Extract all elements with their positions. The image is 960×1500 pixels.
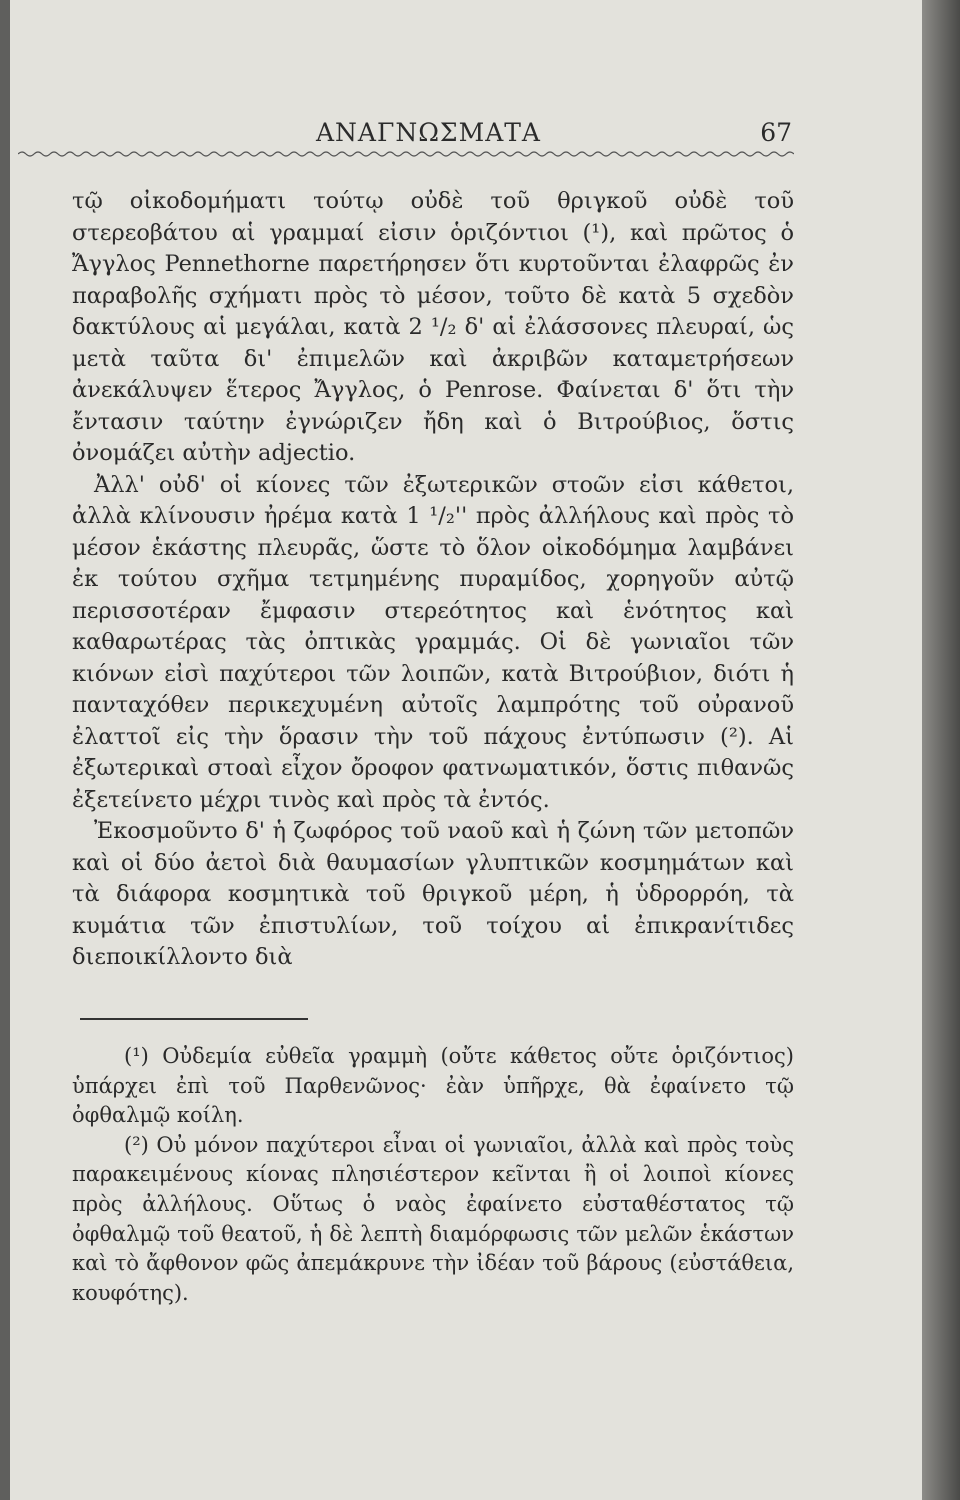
page-number: 67 xyxy=(760,118,792,147)
footnote: (¹) Οὐδεμία εὐθεῖα γραμμὴ (οὔτε κάθετος οὔτε ὁριζόντιος) ὑπάρχει ἐπὶ τοῦ Παρθενῶνος· ἐὰν ὑπῆρχε, θὰ ἐφαίνετο τῷ ὀφθαλμῷ κοίλη. xyxy=(72,1044,794,1128)
main-text xyxy=(72,186,794,974)
paragraph: τῷ οἰκοδομήματι τούτῳ οὐδὲ τοῦ θριγκοῦ οὐδὲ τοῦ στερεοβάτου αἱ γραμμαί εἰσιν ὁριζόντιοι (¹), καὶ πρῶτος ὁ Ἄγγλος Pennethorne παρετήρησεν ὅτι κυρτοῦνται ἐλαφρῶς ἐν παραβολῆς σχήματι πρὸς τὸ μέσον, τοῦτο δὲ κατὰ 5 σχεδὸν δακτύλους αἱ μεγάλαι, κατὰ 2 ¹/₂ δ' αἱ ἐλάσσονες πλευραί, ὡς μετὰ ταῦτα δι' ἐπιμελῶν καὶ ἀκριβῶν καταμετρήσεων ἀνεκάλυψεν ἕτερος Ἄγγλος, ὁ Penrose. Φαίνεται δ' ὅτι τὴν ἔντασιν ταύτην ἐγνώριζεν ἤδη καὶ ὁ Βιτρούβιος, ὅστις ὀνομάζει αὐτὴν adjectio. xyxy=(72,188,794,466)
footnotes xyxy=(72,1042,794,1308)
paragraph: Ἐκοσμοῦντο δ' ἡ ζωφόρος τοῦ ναοῦ καὶ ἡ ζώνη τῶν μετοπῶν καὶ οἱ δύο ἀετοὶ διὰ θαυμασίων γλυπτικῶν κοσμημάτων καὶ τὰ διάφορα κοσμητικὰ τοῦ θριγκοῦ μέρη, ἡ ὑδρορρόη, τὰ κυμάτια τῶν ἐπιστυλίων, τοῦ τοίχου αἱ ἐπικρανίτιδες διεποικίλλοντο διὰ xyxy=(72,818,794,970)
book-page xyxy=(10,0,922,1500)
running-title: ΑΝΑΓΝΩΣΜΑΤΑ xyxy=(316,118,541,147)
footnote: (²) Οὐ μόνον παχύτεροι εἶναι οἱ γωνιαῖοι, ἀλλὰ καὶ πρὸς τοὺς παρακειμένους κίονας πλησιέστερον κεῖνται ἢ οἱ λοιποὶ κίονες πρὸς ἀλλήλους. Οὕτως ὁ ναὸς ἐφαίνετο εὐσταθέστατος τῷ ὀφθαλμῷ τοῦ θεατοῦ, ἡ δὲ λεπτὴ διαμόρφωσις τῶν μελῶν ἑκάστων καὶ τὸ ἄφθονον φῶς ἀπεμάκρυνε τὴν ἰδέαν τοῦ βάρους (εὐστάθεια, κουφότης). xyxy=(72,1132,794,1305)
page-edge-shadow xyxy=(922,0,960,1500)
footnote-separator xyxy=(80,1018,308,1020)
wavy-header-rule xyxy=(18,150,794,158)
paragraph: Ἀλλ' οὐδ' οἱ κίονες τῶν ἐξωτερικῶν στοῶν εἰσι κάθετοι, ἀλλὰ κλίνουσιν ἠρέμα κατὰ 1 ¹/₂'' πρὸς ἀλλήλους καὶ πρὸς τὸ μέσον ἑκάστης πλευρᾶς, ὥστε τὸ ὅλον οἰκοδόμημα λαμβάνει ἐκ τούτου σχῆμα τετμημένης πυραμίδος, χορηγοῦν αὐτῷ περισσοτέραν ἔμφασιν στερεότητος καὶ ἑνότητος καὶ καθαρωτέρας τὰς ὀπτικὰς γραμμάς. Οἱ δὲ γωνιαῖοι τῶν κιόνων εἰσὶ παχύτεροι τῶν λοιπῶν, κατὰ Βιτρούβιον, διότι ἡ πανταχόθεν περικεχυμένη αὐτοῖς λαμπρότης τοῦ οὐρανοῦ ἐλαττοῖ εἰς τὴν ὅρασιν τὴν τοῦ πάχους ἐντύπωσιν (²). Αἱ ἐξωτερικαὶ στοαὶ εἶχον ὄροφον φατνωματικόν, ὅστις πιθανῶς ἐξετείνετο μέχρι τινὸς καὶ πρὸς τὰ ἐντός. xyxy=(72,471,794,813)
